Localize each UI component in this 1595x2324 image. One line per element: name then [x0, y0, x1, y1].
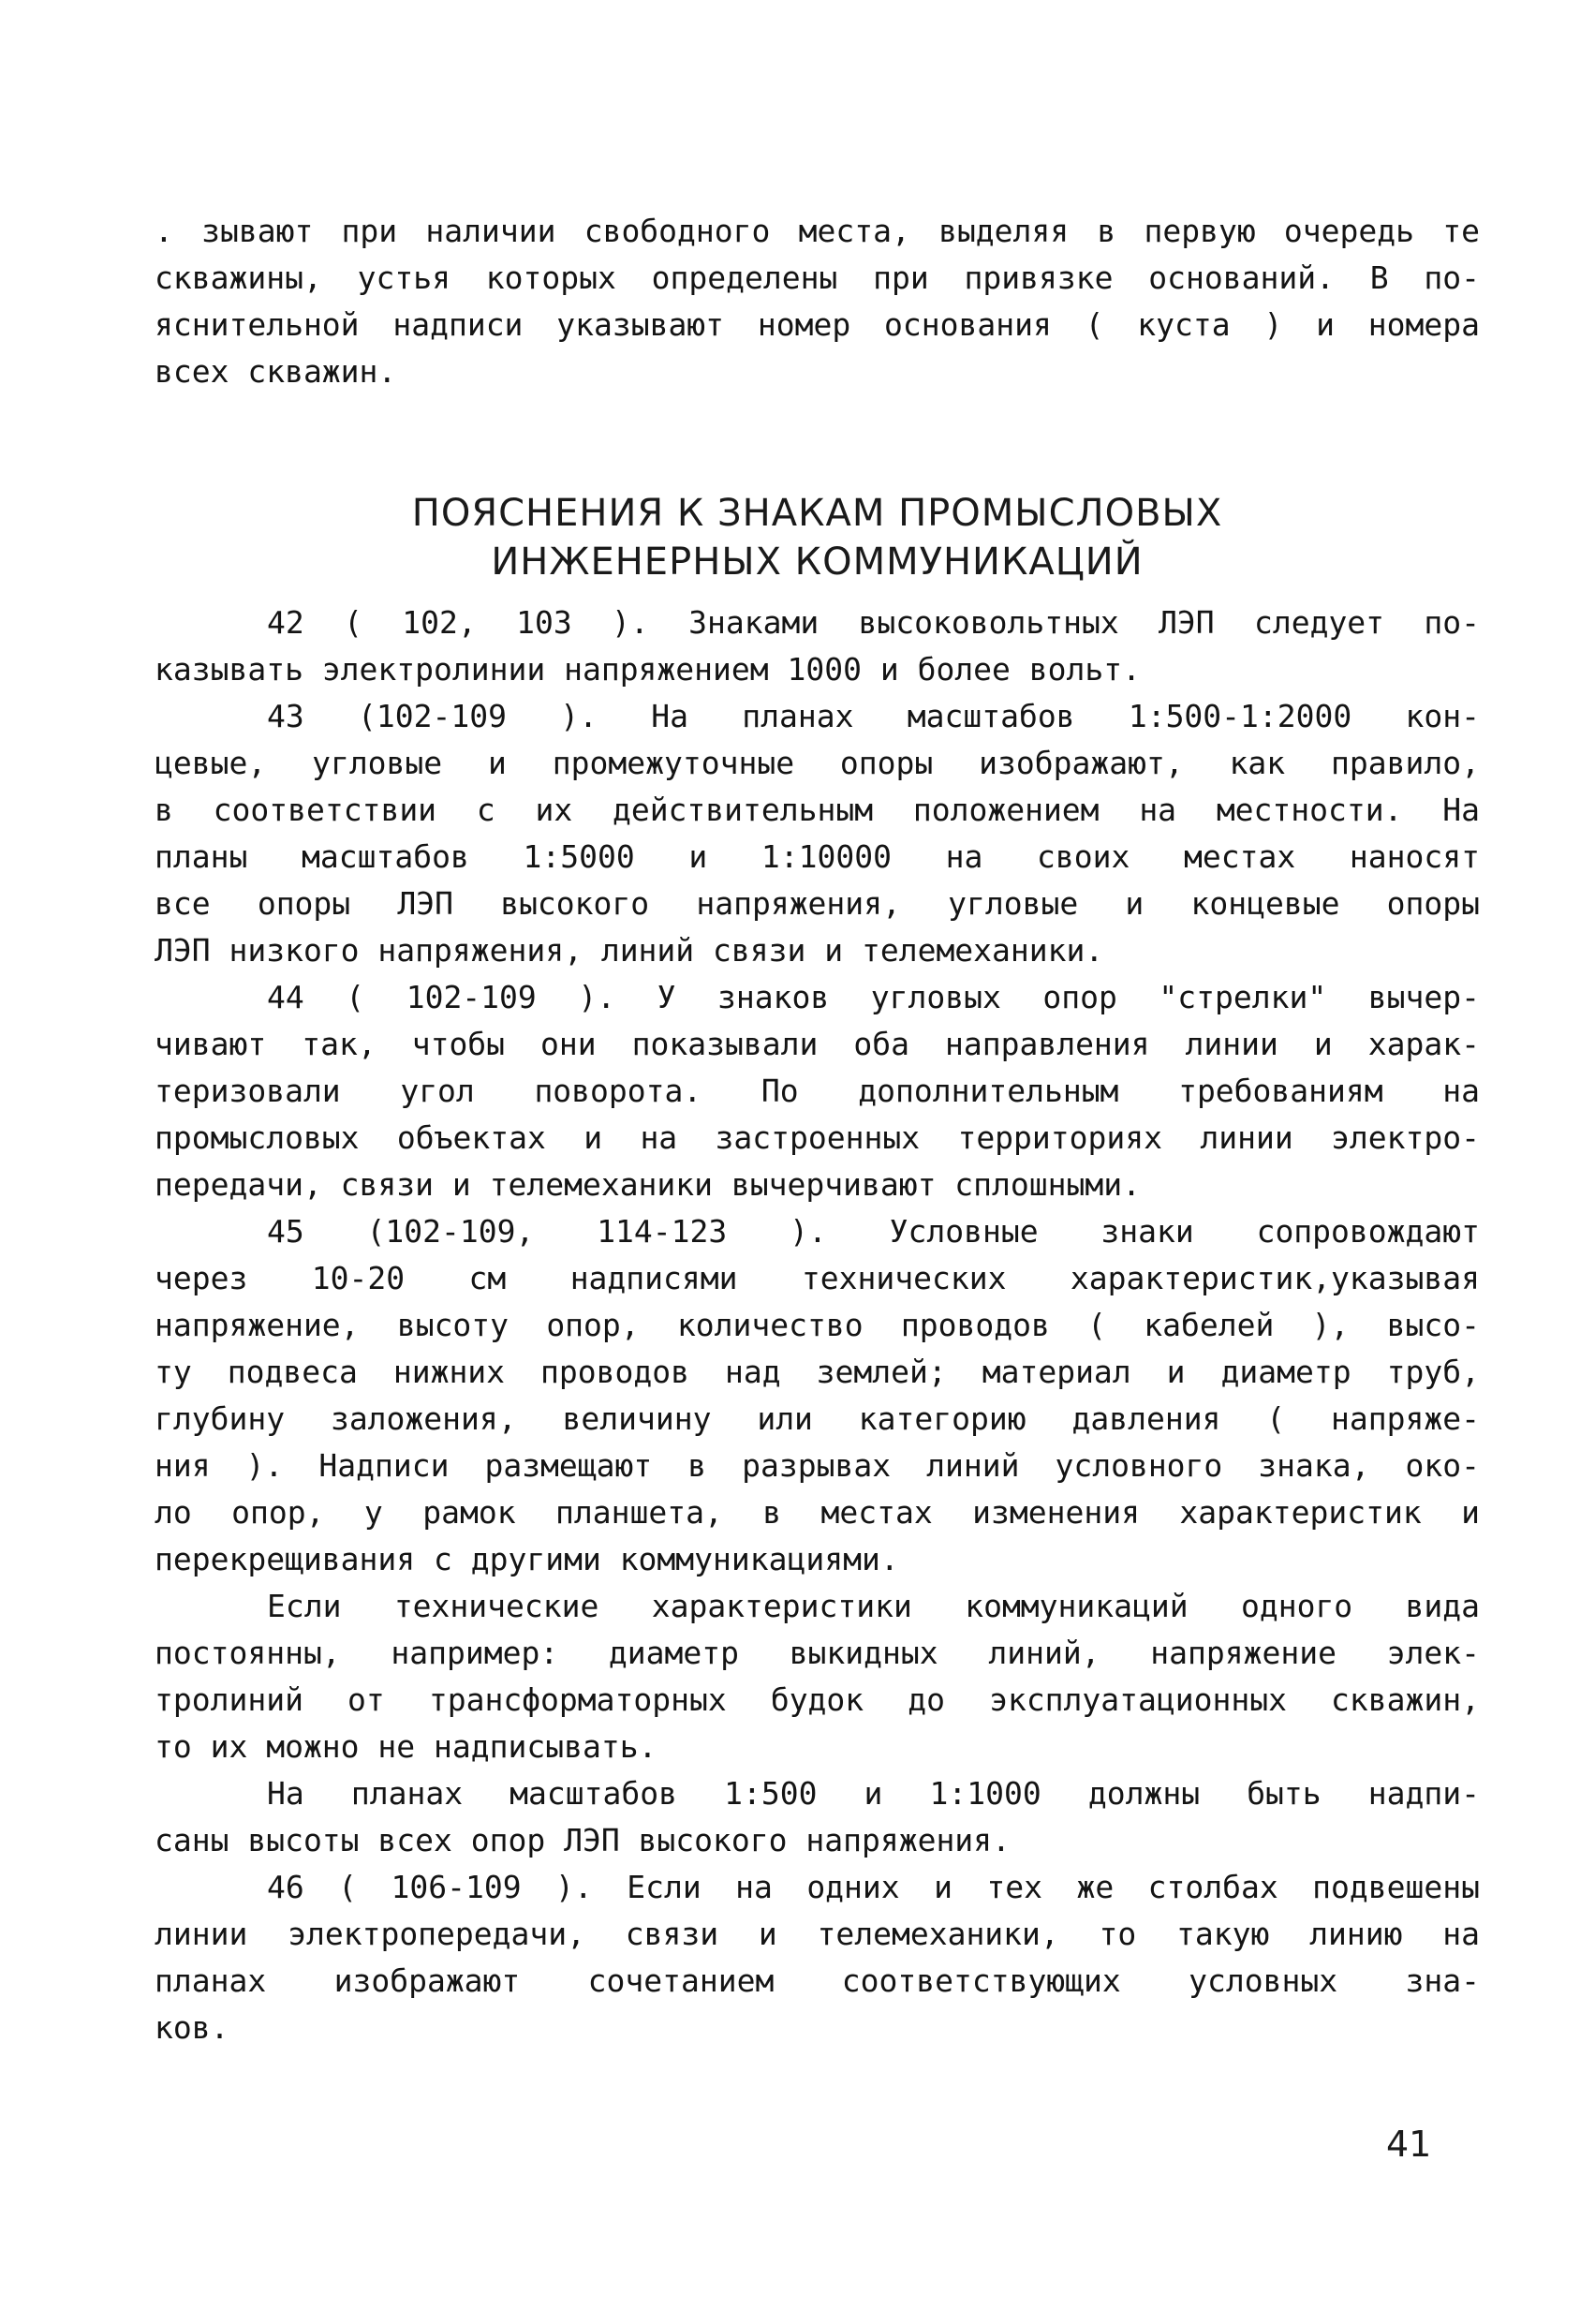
text-line: то их можно не надписывать. — [155, 1728, 657, 1765]
paragraph-heights-start: На планах масштабов 1:500 и 1:1000 должны быть надпи- — [267, 1775, 1480, 1812]
text-line: цевые, угловые и промежуточные опоры изображают, как правило, — [155, 745, 1480, 781]
page-number: 41 — [1386, 2124, 1432, 2165]
text-line: в соответствии с их действительным положением на местности. На — [155, 792, 1480, 828]
text-line: все опоры ЛЭП высокого напряжения, угловые и концевые опоры — [155, 885, 1480, 922]
section-title-line-1: ПОЯСНЕНИЯ К ЗНАКАМ ПРОМЫСЛОВЫХ — [411, 492, 1223, 535]
text-line: ту подвеса нижних проводов над землей; материал и диаметр труб, — [155, 1354, 1480, 1390]
body-text — [155, 600, 1480, 2051]
text-line: передачи, связи и телемеханики вычерчивают сплошными. — [155, 1166, 1141, 1203]
text-line: саны высоты всех опор ЛЭП высокого напряжения. — [155, 1822, 1011, 1858]
text-line: тролиний от трансформаторных будок до эксплуатационных скважин, — [155, 1681, 1480, 1718]
text-line: яснительной надписи указывают номер основания ( куста ) и номера — [155, 306, 1480, 343]
paragraph-43-start: 43 (102-109 ). На планах масштабов 1:500-1:2000 кон- — [267, 698, 1480, 734]
text-line: . зывают при наличии свободного места, выделяя в первую очередь те — [155, 213, 1480, 249]
text-line: глубину заложения, величину или категорию давления ( напряже- — [155, 1400, 1480, 1437]
text-line: планы масштабов 1:5000 и 1:10000 на своих местах наносят — [155, 838, 1480, 875]
text-line: планах изображают сочетанием соответствующих условных зна- — [155, 1962, 1480, 1999]
text-line: ния ). Надписи размещают в разрывах линий условного знака, око- — [155, 1447, 1480, 1484]
text-line: казывать электролинии напряжением 1000 и более вольт. — [155, 651, 1141, 688]
text-line: постоянны, например: диаметр выкидных линий, напряжение элек- — [155, 1635, 1480, 1671]
paragraph-characteristics-start: Если технические характеристики коммуникаций одного вида — [267, 1588, 1480, 1624]
text-line: чивают так, чтобы они показывали оба направления линии и харак- — [155, 1026, 1480, 1062]
text-line: через 10-20 см надписями технических характеристик,указывая — [155, 1260, 1480, 1296]
text-line: ЛЭП низкого напряжения, линий связи и телемеханики. — [155, 932, 1104, 969]
text-line: напряжение, высоту опор, количество проводов ( кабелей ), высо- — [155, 1307, 1480, 1343]
text-line: всех скважин. — [155, 353, 397, 390]
paragraph-42-start: 42 ( 102, 103 ). Знаками высоковольтных ЛЭП следует по- — [267, 604, 1480, 641]
text-line: ков. — [155, 2009, 229, 2046]
text-line: линии электропередачи, связи и телемеханики, то такую линию на — [155, 1916, 1480, 1952]
text-line: перекрещивания с другими коммуникациями. — [155, 1541, 899, 1577]
paragraph-45-start: 45 (102-109, 114-123 ). Условные знаки сопровождают — [267, 1213, 1480, 1250]
paragraph-44-start: 44 ( 102-109 ). У знаков угловых опор "стрелки" вычер- — [267, 979, 1480, 1015]
paragraph-46-start: 46 ( 106-109 ). Если на одних и тех же столбах подвешены — [267, 1869, 1480, 1905]
text-line: промысловых объектах и на застроенных территориях линии электро- — [155, 1119, 1480, 1156]
section-title-line-2: ИНЖЕНЕРНЫХ КОММУНИКАЦИЙ — [491, 540, 1144, 584]
intro-paragraph — [155, 208, 1480, 395]
text-line: скважины, устья которых определены при привязке оснований. В по- — [155, 259, 1480, 296]
text-line: ло опор, у рамок планшета, в местах изменения характеристик и — [155, 1494, 1480, 1531]
text-line: теризовали угол поворота. По дополнительным требованиям на — [155, 1073, 1480, 1109]
